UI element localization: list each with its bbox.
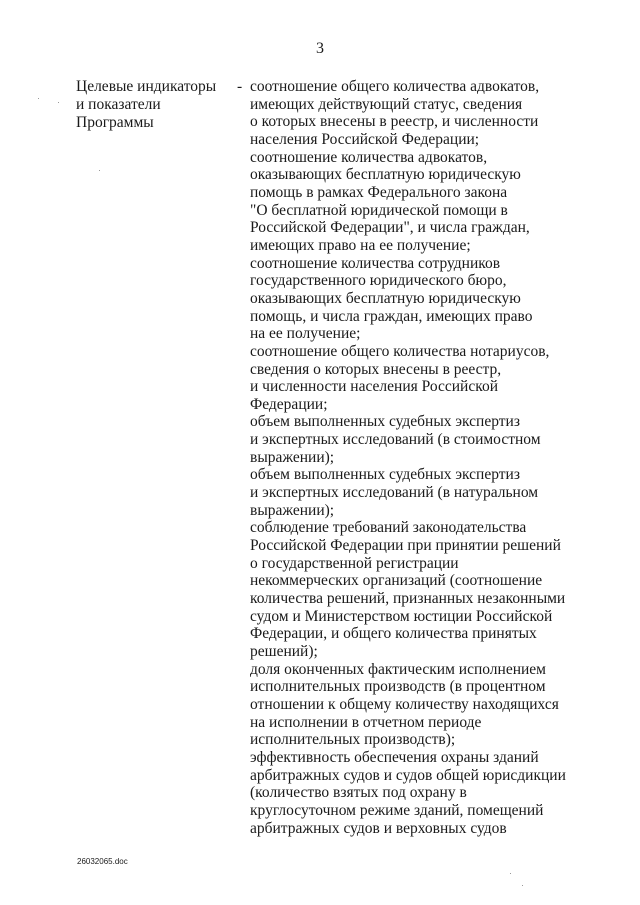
indicator-text-line: Российской Федерации при принятии решений bbox=[250, 537, 561, 555]
indicator-text-line: помощь в рамках Федерального закона bbox=[250, 183, 508, 201]
indicator-text-line: на ее получение; bbox=[250, 325, 361, 343]
scan-speck bbox=[510, 873, 511, 874]
indicator-text-line: о государственной регистрации bbox=[250, 554, 459, 572]
indicator-text-line: соотношение общего количества адвокатов, bbox=[250, 78, 540, 95]
footer-filename: 26032065.doc bbox=[77, 857, 128, 866]
indicator-text-line: соотношение количества сотрудников bbox=[250, 254, 501, 272]
indicator-text-line: Российской Федерации", и числа граждан, bbox=[250, 219, 530, 237]
scan-speck bbox=[522, 885, 523, 886]
indicator-text-line: отношении к общему количеству находящихся bbox=[250, 695, 559, 713]
indicator-text-line: исполнительных производств); bbox=[250, 731, 456, 749]
indicator-text-line: исполнительных производств (в процентном bbox=[250, 678, 546, 696]
section-label bbox=[76, 78, 236, 132]
section-label-line: Целевые индикаторы bbox=[76, 78, 217, 95]
indicator-text-line: государственного юридического бюро, bbox=[250, 272, 507, 290]
indicator-text-line: сведения о которых внесены в реестр, bbox=[250, 360, 502, 378]
indicator-text-line: эффективность обеспечения охраны зданий bbox=[250, 748, 539, 766]
separator-dash: - bbox=[237, 78, 243, 95]
indicator-text-line: имеющих действующий статус, сведения bbox=[250, 95, 523, 113]
section-label-line: и показатели bbox=[76, 96, 161, 113]
page-number: 3 bbox=[316, 40, 324, 57]
indicator-text-line: судом и Министерством юстиции Российской bbox=[250, 607, 553, 625]
indicator-text-line: соотношение количества адвокатов, bbox=[250, 148, 488, 166]
scan-speck bbox=[99, 170, 100, 171]
indicator-text-line: выражении); bbox=[250, 501, 335, 519]
indicator-text-line: круглосуточном режиме зданий, помещений bbox=[250, 801, 544, 819]
indicator-text-line: решений); bbox=[250, 643, 318, 660]
indicator-text-line: соотношение общего количества нотариусов, bbox=[250, 342, 550, 360]
indicator-text-line: арбитражных судов и судов общей юрисдикции bbox=[250, 766, 566, 784]
indicator-text-line: о которых внесены в реестр, и численности bbox=[250, 113, 539, 131]
scan-speck bbox=[58, 102, 59, 103]
indicator-text-line: оказывающих бесплатную юридическую bbox=[250, 166, 521, 184]
indicator-text-line: и численности населения Российской bbox=[250, 378, 499, 396]
indicator-text-line: помощь, и числа граждан, имеющих право bbox=[250, 307, 533, 325]
indicator-text-line: Федерации, и общего количества принятых bbox=[250, 625, 537, 643]
section-label-line: Программы bbox=[76, 114, 154, 131]
indicator-text-line: объем выполненных судебных экспертиз bbox=[250, 413, 520, 431]
indicator-text-line: доля оконченных фактическим исполнением bbox=[250, 660, 546, 678]
indicator-text-line: (количество взятых под охрану в bbox=[250, 784, 467, 802]
indicators-text bbox=[250, 78, 580, 837]
indicator-text-line: оказывающих бесплатную юридическую bbox=[250, 289, 521, 307]
indicator-text-line: объем выполненных судебных экспертиз bbox=[250, 466, 520, 484]
indicator-text-line: арбитражных судов и верховных судов bbox=[250, 819, 507, 837]
indicator-text-line: Федерации; bbox=[250, 395, 328, 413]
indicator-text-line: выражении); bbox=[250, 448, 335, 466]
indicator-text-line: "О бесплатной юридической помощи в bbox=[250, 201, 508, 219]
indicator-text-line: некоммерческих организаций (соотношение bbox=[250, 572, 543, 590]
indicator-text-line: имеющих право на ее получение; bbox=[250, 236, 471, 254]
indicator-text-line: соблюдение требований законодательства bbox=[250, 519, 527, 537]
indicator-text-line: количества решений, признанных незаконными bbox=[250, 590, 566, 608]
scan-speck bbox=[38, 98, 39, 99]
indicator-text-line: и экспертных исследований (в натуральном bbox=[250, 484, 539, 502]
indicator-text-line: и экспертных исследований (в стоимостном bbox=[250, 431, 541, 449]
indicator-text-line: на исполнении в отчетном периоде bbox=[250, 713, 482, 731]
indicator-text-line: населения Российской Федерации; bbox=[250, 130, 480, 148]
